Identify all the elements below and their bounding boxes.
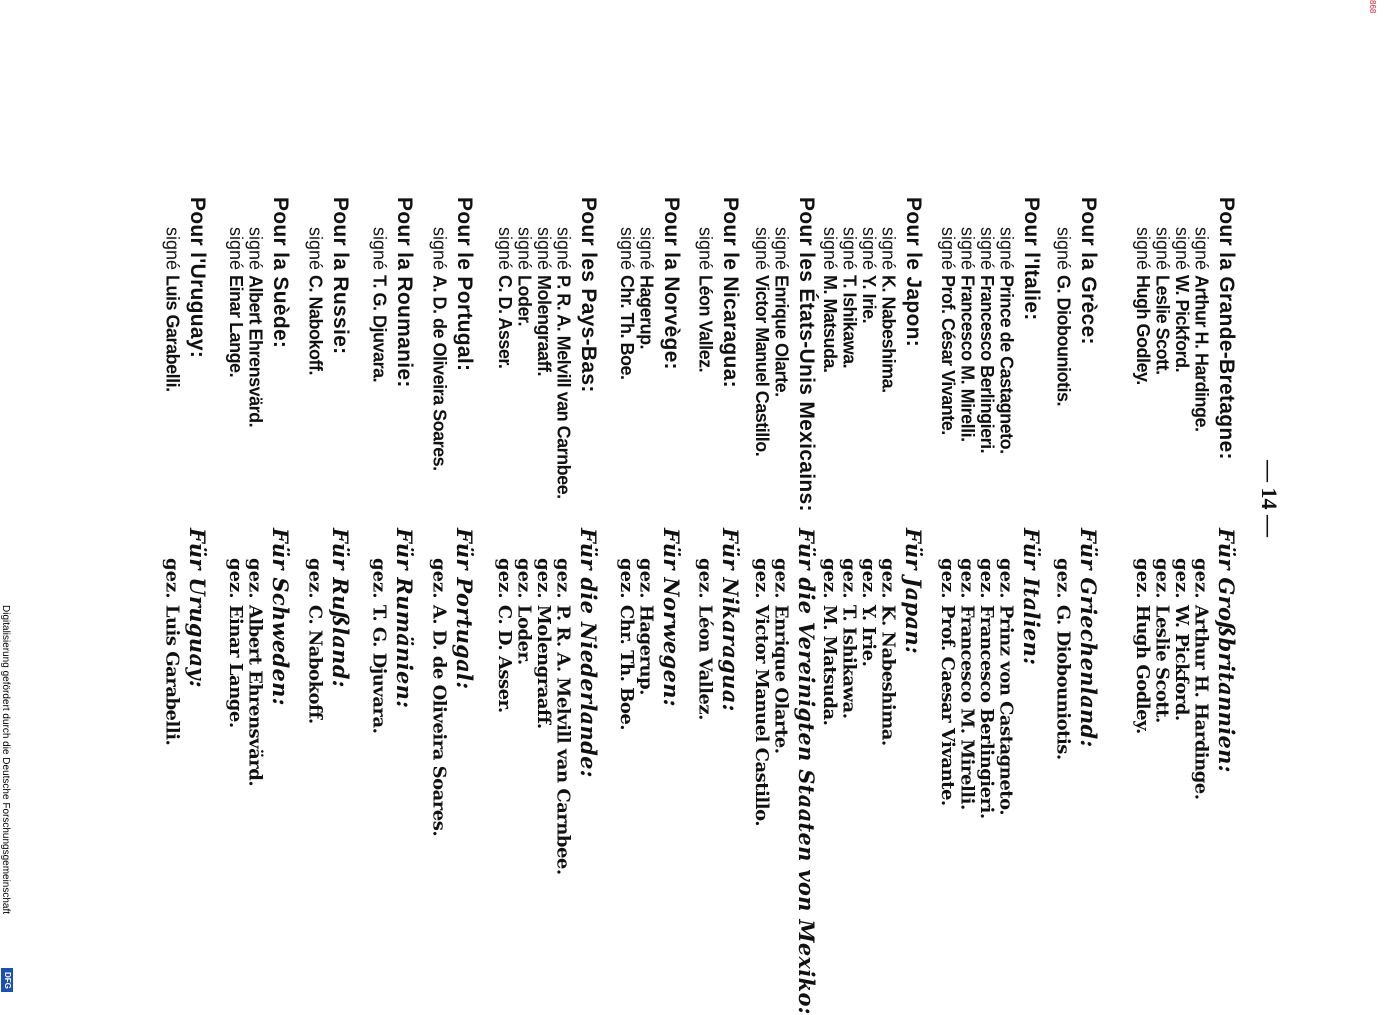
country-heading: Pour la Suède: — [269, 197, 292, 349]
signatory-name: Hagerup. — [635, 604, 657, 695]
signature-line — [305, 227, 326, 375]
signatory-name: Leslie Scott. — [1151, 604, 1173, 723]
signatory-name: Hugh Godley. — [1132, 604, 1153, 734]
signatory-name: A. D. de Oliveira Soares. — [428, 604, 450, 837]
signature-line — [976, 558, 997, 819]
signed-prefix: gez. — [819, 558, 840, 599]
signatory-name: Chr. Th. Boe. — [616, 604, 637, 731]
signatory-name: Luis Garabelli. — [161, 604, 183, 746]
signature-line — [162, 227, 183, 392]
country-heading: Für Griechenland: — [1076, 528, 1101, 748]
signature-line — [976, 227, 997, 453]
signatory-name: Leslie Scott. — [1152, 275, 1173, 375]
signed-prefix: gez. — [616, 558, 637, 599]
country-heading: Pour la Grande-Bretagne: — [1215, 197, 1238, 460]
signature-line — [1053, 558, 1074, 760]
signatory-name: W. Pickford. — [1171, 604, 1192, 721]
signature-line — [1053, 227, 1074, 406]
country-heading: Für Uruguay: — [185, 528, 210, 688]
signature-line — [1152, 227, 1173, 375]
country-heading: Für die Niederlande: — [576, 528, 601, 778]
signature-line — [1152, 558, 1173, 723]
signed-prefix: gez. — [161, 558, 183, 599]
signed-prefix: signé — [495, 227, 515, 271]
signatory-name: Arthur H. Hardinge. — [1191, 275, 1212, 432]
signature-line — [1171, 558, 1192, 721]
signed-prefix: gez. — [513, 558, 535, 599]
signature-line — [957, 227, 978, 442]
signed-prefix: signé — [695, 227, 716, 271]
country-heading: Für Großbritannien: — [1214, 528, 1239, 773]
country-heading: Für die Vereinigten Staaten von Mexiko: — [794, 528, 819, 1015]
signature-line — [429, 558, 450, 836]
signed-prefix: signé — [938, 227, 958, 271]
signed-prefix: signé — [429, 227, 450, 271]
country-heading: Für Norwegen: — [659, 528, 684, 707]
signature-line — [225, 227, 246, 377]
signed-prefix: signé — [162, 227, 183, 271]
signed-prefix: signé — [957, 227, 978, 271]
signature-line — [858, 558, 879, 666]
signed-prefix: signé — [305, 227, 326, 271]
signed-prefix: signé — [878, 227, 899, 271]
country-heading: Für Nikaragua: — [718, 528, 743, 712]
signed-prefix: gez. — [494, 558, 515, 599]
signatory-name: Enrique Olarte. — [771, 275, 792, 397]
signed-prefix: signé — [859, 227, 879, 271]
country-heading: Pour le Portugal: — [453, 197, 476, 372]
signature-line — [858, 227, 879, 323]
signatory-name: C. Nabokoff. — [305, 275, 326, 376]
signed-prefix: signé — [534, 227, 554, 271]
signed-prefix: signé — [1053, 227, 1074, 271]
signed-prefix: signé — [839, 227, 860, 271]
signed-prefix: gez. — [751, 558, 772, 599]
signature-line — [695, 227, 716, 372]
signed-prefix: gez. — [858, 558, 879, 599]
country-heading: Pour les Pays-Bas: — [577, 197, 600, 393]
country-heading: Pour la Russie: — [329, 197, 352, 355]
signature-line — [494, 227, 515, 368]
signatory-name: Molengraaff. — [533, 604, 554, 729]
signed-prefix: gez. — [244, 558, 266, 599]
country-heading: Für Japan: — [901, 528, 926, 655]
signature-line — [751, 227, 772, 456]
country-heading: Pour le Nicaragua: — [719, 197, 742, 388]
signature-line — [819, 558, 840, 725]
signed-prefix: signé — [1152, 227, 1173, 271]
signatory-name: A. D. de Oliveira Soares. — [429, 275, 450, 471]
signature-line — [1191, 227, 1212, 432]
digitization-credit: Digitalisierung gefördert durch die Deutsche Forschungsgemeinschaft — [0, 605, 11, 915]
signature-line — [553, 558, 574, 875]
signature-line — [937, 227, 958, 435]
signatory-name: Prinz von Castagneto. — [995, 604, 1017, 816]
signed-prefix: signé — [977, 227, 997, 271]
signature-line — [996, 227, 1017, 454]
signature-line — [878, 227, 899, 393]
signature-line — [494, 558, 515, 713]
signatory-name: Molengraaff. — [534, 275, 554, 377]
signature-line — [695, 558, 716, 720]
signed-prefix: gez. — [1171, 558, 1192, 599]
signatory-name: Einar Lange. — [226, 275, 246, 378]
signed-prefix: signé — [514, 227, 535, 271]
signatory-name: P. R. A. Melvill van Carnbee. — [552, 604, 574, 875]
signatory-name: T. Ishikawa. — [838, 604, 860, 719]
signed-prefix: signé — [820, 227, 840, 271]
signatory-name: Prof. César Vivante. — [938, 275, 958, 435]
country-heading: Pour la Norvège: — [660, 197, 683, 370]
signed-prefix: gez. — [533, 558, 554, 599]
signature-line — [819, 227, 840, 373]
signatory-name: Léon Vallez. — [695, 275, 716, 373]
signed-prefix: signé — [771, 227, 792, 271]
signatory-name: Prof. Caesar Vivante. — [937, 604, 958, 806]
country-heading: Für Italien: — [1019, 528, 1044, 666]
signed-prefix: signé — [617, 227, 637, 271]
signed-prefix: gez. — [635, 558, 657, 599]
signature-line — [616, 558, 637, 730]
signature-line — [305, 558, 326, 724]
country-heading: Pour la Grèce: — [1077, 197, 1100, 345]
signed-prefix: signé — [1133, 227, 1153, 271]
country-heading: Für Rußland: — [328, 528, 353, 688]
signatory-name: Y. Irie. — [859, 275, 879, 324]
signature-line — [1191, 558, 1212, 800]
signed-prefix: gez. — [770, 558, 792, 599]
signature-line — [616, 227, 637, 380]
signatory-name: Albert Ehrensvärd. — [245, 275, 266, 428]
signatory-name: M. Matsuda. — [820, 275, 840, 373]
signatory-name: Victor Manuel Castillo. — [751, 604, 772, 827]
signatory-name: Francesco Berlingieri. — [976, 604, 997, 819]
signed-prefix: gez. — [368, 558, 390, 599]
signatory-name: Prince de Castagneto. — [996, 275, 1017, 454]
signature-line — [514, 227, 535, 326]
signed-prefix: signé — [636, 227, 657, 271]
signed-prefix: gez. — [304, 558, 326, 599]
signatory-name: Francesco Berlingieri. — [977, 275, 997, 454]
signatory-name: Léon Vallez. — [694, 604, 716, 720]
signed-prefix: signé — [1172, 227, 1192, 271]
signature-line — [751, 558, 772, 826]
signature-line — [429, 227, 450, 471]
signature-line — [533, 558, 554, 729]
signatory-name: Francesco M. Mirelli. — [957, 275, 978, 442]
signature-line — [771, 227, 792, 397]
signed-prefix: signé — [1191, 227, 1212, 271]
signed-prefix: gez. — [225, 558, 246, 599]
signature-line — [533, 227, 554, 376]
country-heading: Pour l'Uruguay: — [186, 197, 209, 359]
signature-line — [937, 558, 958, 806]
country-heading: Pour l'Italie: — [1020, 197, 1043, 321]
signed-prefix: signé — [752, 227, 772, 271]
signatory-name: Francesco M. Mirelli. — [956, 604, 978, 810]
signatory-name: Hagerup. — [636, 275, 657, 350]
signatory-name: Victor Manuel Castillo. — [752, 275, 772, 457]
signed-prefix: gez. — [877, 558, 899, 599]
signature-line — [636, 558, 657, 695]
signature-line — [996, 558, 1017, 815]
signatory-name: Hugh Godley. — [1133, 275, 1153, 385]
signed-prefix: gez. — [1132, 558, 1153, 599]
signature-line — [771, 558, 792, 754]
signed-prefix: gez. — [1052, 558, 1074, 599]
signature-line — [245, 227, 266, 427]
signed-prefix: gez. — [1190, 558, 1212, 599]
signed-prefix: gez. — [976, 558, 997, 599]
signatory-name: Albert Ehrensvärd. — [244, 604, 266, 787]
signature-line — [1132, 227, 1153, 385]
signed-prefix: gez. — [995, 558, 1017, 599]
signatory-name: C. D. Asser. — [495, 275, 515, 369]
signature-line — [1132, 558, 1153, 734]
page-number: — 14 — — [1257, 460, 1282, 537]
signatory-name: C. Nabokoff. — [304, 604, 326, 724]
country-heading: Für Schweden: — [268, 528, 293, 706]
signature-line — [369, 558, 390, 733]
signed-prefix: gez. — [428, 558, 450, 599]
signed-prefix: gez. — [838, 558, 860, 599]
signature-line — [514, 558, 535, 665]
dfg-logo: DFG — [1, 968, 13, 992]
signatory-name: M. Matsuda. — [819, 604, 840, 726]
signatory-name: G. Diobouniotis. — [1053, 275, 1074, 407]
signed-prefix: signé — [553, 227, 574, 271]
signatory-name: Arthur H. Hardinge. — [1190, 604, 1212, 800]
signed-prefix: signé — [226, 227, 246, 271]
signatory-name: Chr. Th. Boe. — [617, 275, 637, 380]
signatory-name: K. Nabeshima. — [877, 604, 899, 746]
signature-line — [162, 558, 183, 745]
country-heading: Für Portugal: — [452, 528, 477, 690]
signed-prefix: gez. — [937, 558, 958, 599]
signature-line — [1171, 227, 1192, 372]
signatory-name: T. Ishikawa. — [839, 275, 860, 369]
signed-prefix: gez. — [956, 558, 978, 599]
signatory-name: Y. Irie. — [858, 604, 879, 667]
signatory-name: Loder. — [513, 604, 535, 665]
signature-line — [957, 558, 978, 810]
signed-prefix: signé — [996, 227, 1017, 271]
country-heading: Pour les États-Unis Mexicains: — [795, 197, 818, 512]
signed-prefix: gez. — [552, 558, 574, 599]
signatory-name: Einar Lange. — [225, 604, 246, 728]
corner-mark: 868 — [1368, 0, 1377, 14]
signature-line — [369, 227, 390, 382]
signatory-name: G. Diobouniotis. — [1052, 604, 1074, 760]
country-heading: Pour le Japon: — [902, 197, 925, 348]
country-heading: Für Rumänien: — [392, 528, 417, 709]
country-heading: Pour la Roumanie: — [393, 197, 416, 388]
signatory-name: Loder. — [514, 275, 535, 327]
signature-line — [245, 558, 266, 786]
signatory-name: P. R. A. Melvill van Carnbee. — [553, 275, 574, 499]
signature-line — [225, 558, 246, 728]
signature-line — [839, 558, 860, 718]
signed-prefix: gez. — [694, 558, 716, 599]
signed-prefix: gez. — [1151, 558, 1173, 599]
signatory-name: C. D. Asser. — [494, 604, 515, 713]
signed-prefix: signé — [369, 227, 390, 271]
signatory-name: T. G. Djuvara. — [368, 604, 390, 734]
signature-line — [636, 227, 657, 349]
signatory-name: W. Pickford. — [1172, 275, 1192, 373]
signature-line — [553, 227, 574, 499]
signature-line — [839, 227, 860, 368]
signatory-name: K. Nabeshima. — [878, 275, 899, 393]
signatory-name: Luis Garabelli. — [162, 275, 183, 392]
signed-prefix: signé — [245, 227, 266, 271]
signature-line — [878, 558, 899, 746]
signatory-name: Enrique Olarte. — [770, 604, 792, 754]
signatory-name: T. G. Djuvara. — [369, 275, 390, 383]
